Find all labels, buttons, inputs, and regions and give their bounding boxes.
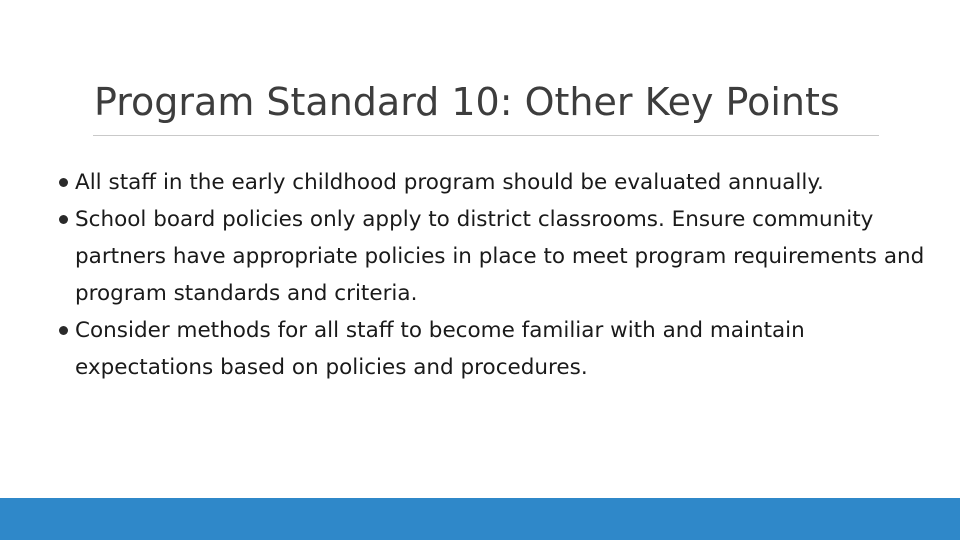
bullet-item bbox=[58, 312, 938, 386]
bullet-dot-icon bbox=[59, 326, 68, 335]
title-divider bbox=[93, 135, 879, 136]
bullet-text: Consider methods for all staff to become familiar with and maintain expectations based on policies and procedures. bbox=[75, 318, 805, 380]
bullet-text: All staff in the early childhood program should be evaluated annually. bbox=[75, 170, 824, 195]
bullet-dot-icon bbox=[59, 215, 68, 224]
bullet-dot-icon bbox=[59, 178, 68, 187]
bullet-list bbox=[58, 164, 938, 386]
bullet-item bbox=[58, 164, 938, 201]
footer-accent-bar bbox=[0, 498, 960, 540]
bullet-text: School board policies only apply to district classrooms. Ensure community partners have appropriate policies in place to meet program requirements and program standards and criteria. bbox=[75, 207, 925, 306]
bullet-item bbox=[58, 201, 938, 312]
slide-title: Program Standard 10: Other Key Points bbox=[94, 80, 840, 124]
